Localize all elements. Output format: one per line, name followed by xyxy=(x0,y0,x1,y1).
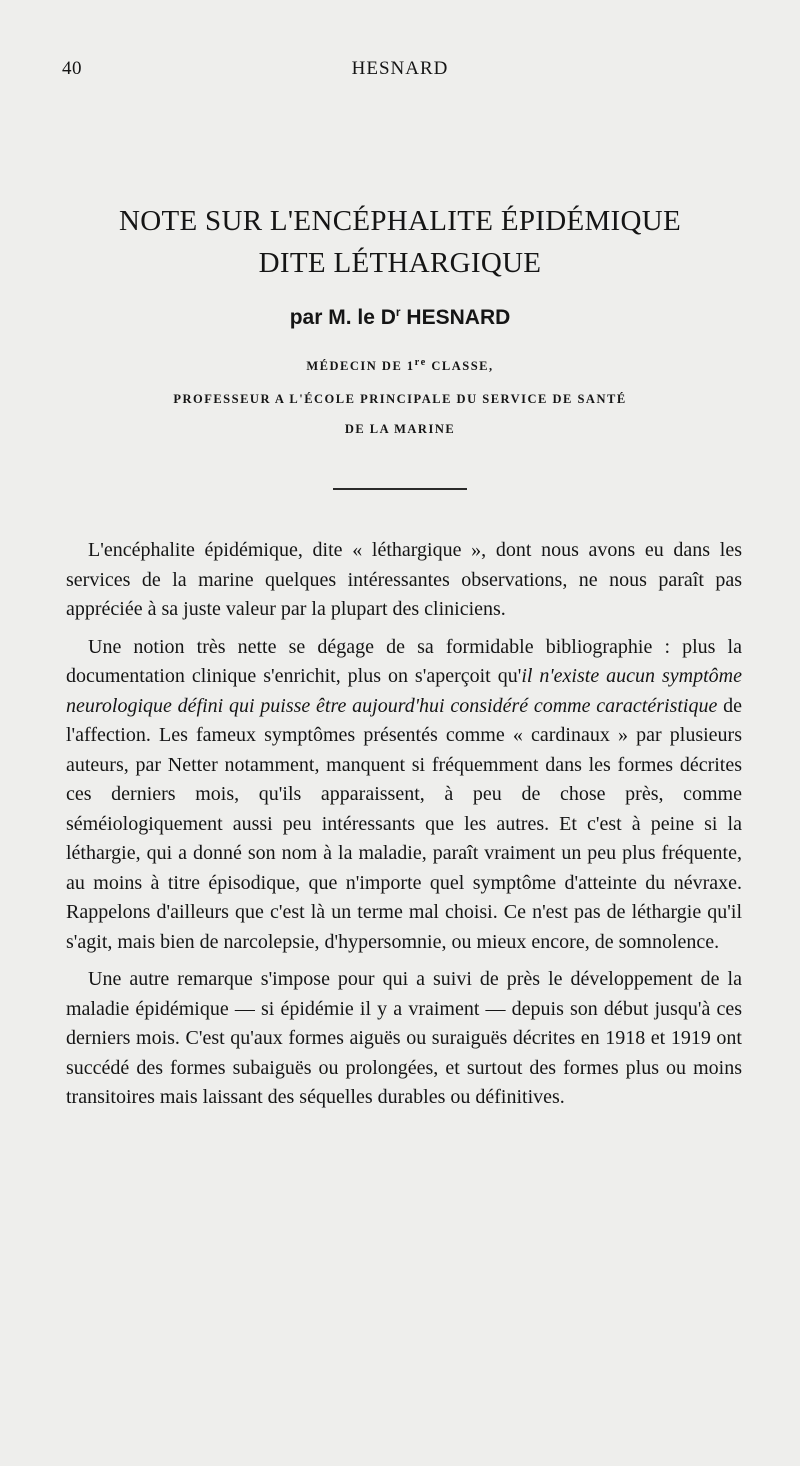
paragraph-2 xyxy=(66,633,742,958)
article-body xyxy=(66,536,742,1121)
byline-author: HESNARD xyxy=(400,306,511,329)
article-heading xyxy=(60,200,740,490)
running-title: HESNARD xyxy=(351,58,449,79)
paragraph-2-part-b: de l'affection. Les fameux symptômes présentés comme « cardinaux » par plusieurs auteurs, par Netter notamment, manquent si fréquemment dans les formes décrites ces derniers mois, qu'ils apparaissent, à peu de chose près, comme séméiologiquement aussi peu intéressants que les autres. Et c'est à peine si la léthargie, qui a donné son nom à la maladie, paraît vraiment un peu plus fréquente, au moins à titre épisodique, que n'importe quel symptôme d'atteinte du névraxe. Rappelons d'ailleurs que c'est là un terme mal choisi. Ce n'est pas de léthargie qu'il s'agit, mais bien de narcolepsie, d'hypersomnie, ou mieux encore, de somnolence. xyxy=(66,694,742,953)
paragraph-2-part-a: Une notion très nette se dégage de sa formidable bibliographie : plus la documentation clinique s'enrichit, plus on s'aperçoit qu' xyxy=(66,635,742,687)
rank-suffix: CLASSE, xyxy=(426,359,494,374)
article-title-line-2: DITE LÉTHARGIQUE xyxy=(258,247,542,279)
paragraph-3: Une autre remarque s'impose pour qui a suivi de près le développement de la maladie épidémique — si épidémie il y a vraiment — depuis son début jusqu'à ces derniers mois. C'est qu'aux formes aiguës ou suraiguës décrites en 1918 et 1919 ont succédé des formes subaiguës ou prolongées, et surtout des formes plus ou moins transitoires mais laissant des séquelles durables ou définitives. xyxy=(66,968,742,1108)
paragraph-1: L'encéphalite épidémique, dite « léthargique », dont nous avons eu dans les services de la marine quelques intéressantes observations, ne nous paraît pas appréciée à sa juste valeur par la plupart des cliniciens. xyxy=(66,539,742,620)
author-affiliation-line-1: PROFESSEUR A L'ÉCOLE PRINCIPALE DU SERVICE DE SANTÉ xyxy=(173,392,627,407)
author-rank xyxy=(60,346,740,383)
author-byline xyxy=(60,298,740,332)
byline-superscript: r xyxy=(395,305,401,319)
paragraph-2-emphasis: il n'existe aucun symptôme neurologique défini qui puisse être aujourd'hui considéré comme caractéristique xyxy=(66,665,742,717)
article-title-line-1: NOTE SUR L'ENCÉPHALITE ÉPIDÉMIQUE xyxy=(118,205,682,237)
rank-prefix: MÉDECIN DE xyxy=(306,359,407,374)
byline-prefix: par M. le D xyxy=(289,306,396,329)
rank-number: 1 xyxy=(406,359,415,374)
page-number: 40 xyxy=(62,58,82,79)
running-head xyxy=(60,58,740,86)
section-divider xyxy=(333,488,467,490)
author-affiliation-line-2: DE LA MARINE xyxy=(344,422,456,437)
rank-superscript: re xyxy=(414,357,427,368)
